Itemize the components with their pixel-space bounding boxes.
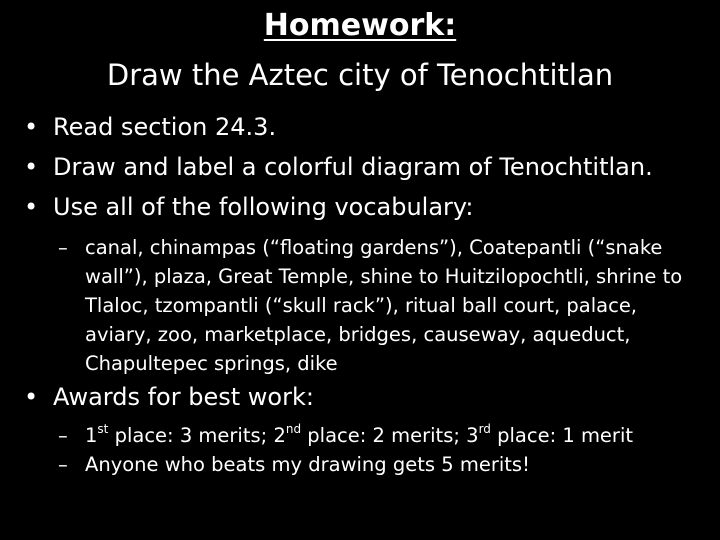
vocabulary-text: canal, chinampas (“floating gardens”), Coatepantli (“snake wall”), plaza, Great Temple, shine to Huitzilopochtli, shrine to Tlaloc, tzompantli (“skull rack”), ritual ball court, palace, aviary, zoo, marketplace, bridges, causeway, aqueduct, Chapultepec springs, dike (85, 236, 683, 375)
bullet-read-section (24, 107, 714, 147)
vocabulary-list (58, 233, 708, 378)
bullet-text: Draw and label a colorful diagram of Tenochtitlan. (53, 153, 653, 181)
title-subtitle: Draw the Aztec city of Tenochtitlan (106, 58, 614, 92)
dash-marker: – (58, 236, 68, 259)
bullet-marker: • (24, 113, 39, 141)
dash-marker: – (58, 453, 68, 476)
second-place-number: 2 (273, 424, 286, 447)
bullet-marker: • (24, 153, 39, 181)
first-place-suffix: st (97, 422, 109, 436)
awards-heading: Awards for best work: (53, 383, 314, 411)
third-place-number: 3 (466, 424, 479, 447)
bonus-text: Anyone who beats my drawing gets 5 merits! (85, 453, 530, 476)
awards-bullet-list (24, 377, 714, 417)
bullet-awards (24, 377, 714, 417)
main-bullet-list (24, 107, 714, 227)
third-place-suffix: rd (478, 422, 491, 436)
bullet-draw-diagram (24, 147, 714, 187)
first-place-number: 1 (85, 424, 98, 447)
awards-bonus-item (58, 450, 708, 479)
vocabulary-item (58, 233, 708, 378)
bullet-text: Read section 24.3. (53, 113, 277, 141)
bullet-marker: • (24, 383, 39, 411)
bullet-marker: • (24, 193, 39, 221)
awards-sub-list (58, 421, 708, 479)
dash-marker: – (58, 424, 68, 447)
second-place-suffix: nd (285, 422, 302, 436)
first-place-text: place: 3 merits; (108, 424, 274, 447)
third-place-text: place: 1 merit (490, 424, 634, 447)
title-heading: Homework: (263, 8, 457, 43)
bullet-text: Use all of the following vocabulary: (53, 193, 474, 221)
second-place-text: place: 2 merits; (301, 424, 467, 447)
bullet-use-vocabulary (24, 187, 714, 227)
awards-places-item (58, 421, 708, 450)
